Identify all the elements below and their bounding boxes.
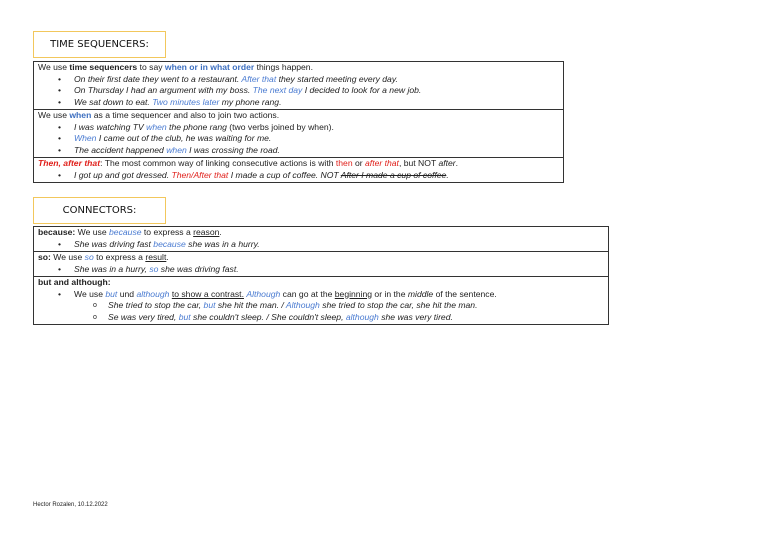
list-item: • On Thursday I had an argument with my boss. The next day I decided to look for a new job. [74, 85, 559, 97]
because-intro: because: We use because to express a reason. [38, 227, 222, 237]
time-sequencers-box [33, 61, 564, 183]
list-item: • I was watching TV when the phone rang (two verbs joined by when). [74, 122, 559, 134]
so-intro: so: We use so to express a result. [38, 252, 169, 262]
list-item: • On their first date they went to a restaurant. After that they started meeting every day. [74, 74, 559, 86]
list-item: • We use but und although to show a contrast. Although can go at the beginning or in the middle of the sentence. [74, 289, 604, 301]
time-block-3-intro: Then, after that: The most common way of linking consecutive actions is with then or after that, but NOT after. [38, 158, 459, 168]
list-item: • I got up and got dressed. Then/After that I made a cup of coffee. NOT After I made a cup of coffee. [74, 170, 559, 182]
footer-author-date: Hector Rozalen, 10.12.2022 [33, 502, 108, 508]
but-although-block [34, 277, 608, 324]
connectors-title: CONNECTORS: [33, 197, 166, 224]
so-block [34, 252, 608, 277]
time-block-2-intro: We use when as a time sequencer and also to join two actions. [38, 110, 280, 120]
but-although-heading: but and although: [38, 277, 111, 287]
connectors-box [33, 226, 609, 325]
sub-list-item: o She tried to stop the car, but she hit the man. / Although she tried to stop the car, she hit the man. [108, 300, 604, 312]
time-block-2 [34, 110, 563, 158]
time-block-1 [34, 62, 563, 110]
time-sequencers-title: TIME SEQUENCERS: [33, 31, 166, 58]
time-block-1-intro: We use time sequencers to say when or in what order things happen. [38, 62, 313, 72]
list-item: • She was driving fast because she was in a hurry. [74, 239, 604, 251]
list-item: • We sat down to eat. Two minutes later my phone rang. [74, 97, 559, 109]
list-item: • When I came out of the club, he was waiting for me. [74, 133, 559, 145]
list-item: • She was in a hurry, so she was driving fast. [74, 264, 604, 276]
sub-list-item: o Se was very tired, but she couldn't sleep. / She couldn't sleep, although she was very tired. [108, 312, 604, 324]
time-block-3 [34, 158, 563, 182]
because-block [34, 227, 608, 252]
list-item: • The accident happened when I was crossing the road. [74, 145, 559, 157]
